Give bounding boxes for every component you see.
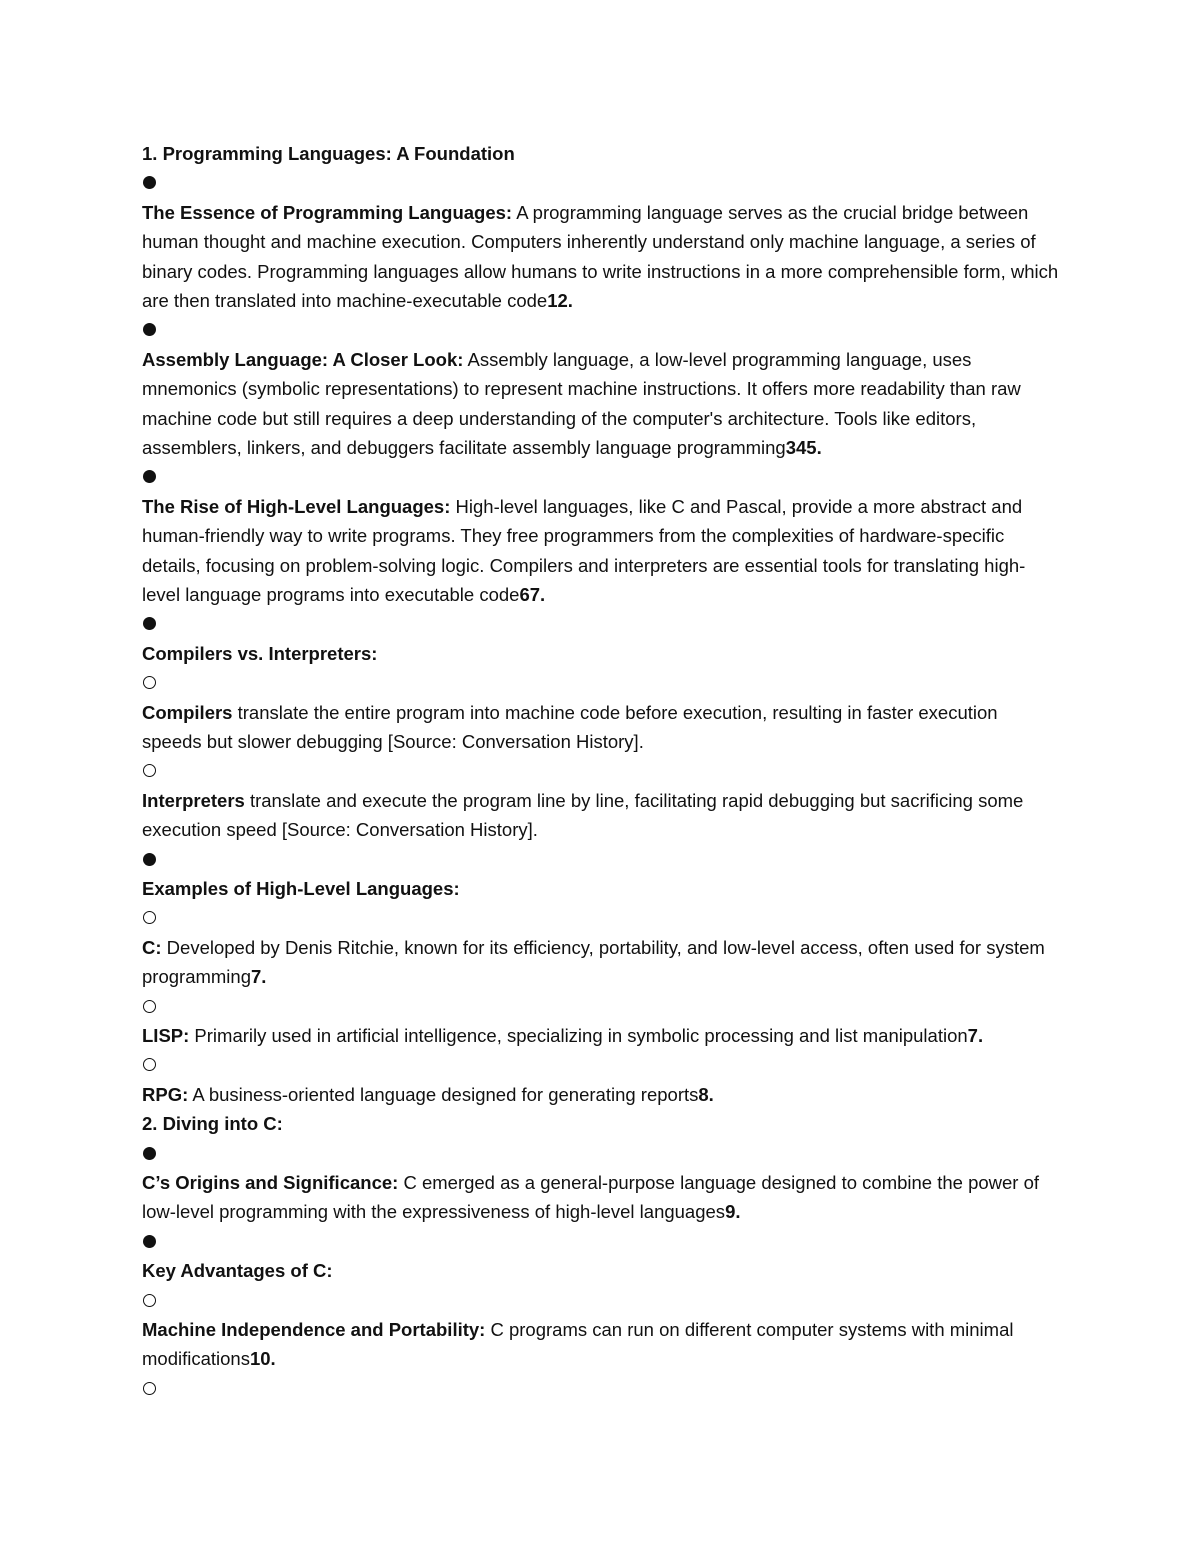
portability-label: Machine Independence and Portability: <box>142 1319 486 1341</box>
high-level-ref: 67. <box>519 584 546 606</box>
examples-label: Examples of High-Level Languages: <box>142 878 460 900</box>
section-1-heading: 1. Programming Languages: A Foundation <box>142 143 515 164</box>
filled-bullet-icon <box>142 315 1062 344</box>
high-level-paragraph <box>142 492 1062 610</box>
origins-ref: 9. <box>725 1201 741 1223</box>
filled-bullet-icon <box>142 168 1062 197</box>
portability-paragraph <box>142 1315 1062 1374</box>
filled-bullet-icon <box>142 1227 1062 1256</box>
example-lisp-label: LISP: <box>142 1025 190 1047</box>
essence-label: The Essence of Programming Languages: <box>142 201 513 223</box>
essence-text: A programming language serves as the crucial bridge between human thought and machine execution. Computers inherently understand only machine language, a series of binary codes. Programming languages allow humans to write instructions in a more comprehensible form, which are then translated into machine-executable code <box>142 201 1059 312</box>
origins-text: C emerged as a general-purpose language designed to combine the power of low-level programming with the expressiveness of high-level languages <box>142 1172 1040 1223</box>
essence-ref: 12. <box>547 290 573 312</box>
hollow-bullet-icon <box>142 1050 1062 1079</box>
example-lisp-text: Primarily used in artificial intelligence, specializing in symbolic processing and list manipulation <box>189 1025 968 1047</box>
interpreters-label: Interpreters <box>142 789 245 811</box>
hollow-bullet-icon <box>142 903 1062 932</box>
example-rpg-ref: 8. <box>698 1083 714 1105</box>
compilers-paragraph <box>142 698 1062 757</box>
compilers-text: translate the entire program into machine code before execution, resulting in faster execution speeds but slower debugging [Source: Conversation History]. <box>142 701 998 753</box>
example-rpg-paragraph <box>142 1080 1062 1109</box>
hollow-bullet-icon <box>142 1286 1062 1315</box>
hollow-bullet-icon <box>142 1374 1062 1403</box>
high-level-text: High-level languages, like C and Pascal, provide a more abstract and human-friendly way to write programs. They free programmers from the complexities of hardware-specific details, focusing on problem-solving logic. Compilers and interpreters are essential tools for translating high-level language programs into executable code <box>142 495 1026 606</box>
assembly-label: Assembly Language: A Closer Look: <box>142 348 464 370</box>
example-c-label: C: <box>142 936 162 958</box>
assembly-paragraph <box>142 345 1062 463</box>
hollow-bullet-icon <box>142 668 1062 697</box>
filled-bullet-icon <box>142 609 1062 638</box>
high-level-label: The Rise of High-Level Languages: <box>142 495 451 517</box>
example-rpg-label: RPG: <box>142 1083 189 1105</box>
hollow-bullet-icon <box>142 756 1062 785</box>
portability-ref: 10. <box>249 1348 276 1370</box>
example-c-paragraph <box>142 933 1062 992</box>
hollow-bullet-icon <box>142 992 1062 1021</box>
origins-paragraph <box>142 1168 1062 1227</box>
portability-text: C programs can run on different computer systems with minimal modifications <box>142 1319 1014 1370</box>
interpreters-text: translate and execute the program line by line, facilitating rapid debugging but sacrificing some execution speed [Source: Conversation History]. <box>142 789 1024 841</box>
section-2-heading: 2. Diving into C: <box>142 1113 283 1135</box>
document-page <box>142 139 1062 1403</box>
example-lisp-paragraph <box>142 1021 1062 1050</box>
example-rpg-text: A business-oriented language designed for generating reports <box>188 1083 699 1105</box>
filled-bullet-icon <box>142 845 1062 874</box>
advantages-label: Key Advantages of C: <box>142 1260 333 1282</box>
origins-label: C’s Origins and Significance: <box>142 1172 399 1194</box>
filled-bullet-icon <box>142 1139 1062 1168</box>
compilers-vs-interpreters-label: Compilers vs. Interpreters: <box>142 642 378 664</box>
example-lisp-ref: 7. <box>967 1025 984 1047</box>
example-c-ref: 7. <box>251 966 267 988</box>
assembly-text: Assembly language, a low-level programming language, uses mnemonics (symbolic representations) to represent machine instructions. It offers more readability than raw machine code but still requires a deep understanding of the computer's architecture. Tools like editors, assemblers, linkers, and debuggers facilitate assembly language programming <box>142 348 1021 459</box>
essence-paragraph <box>142 198 1062 316</box>
example-c-text: Developed by Denis Ritchie, known for its efficiency, portability, and low-level access, often used for system programming <box>142 936 1045 988</box>
interpreters-paragraph <box>142 786 1062 845</box>
assembly-ref: 345. <box>785 437 822 459</box>
compilers-label: Compilers <box>142 701 233 723</box>
filled-bullet-icon <box>142 462 1062 491</box>
